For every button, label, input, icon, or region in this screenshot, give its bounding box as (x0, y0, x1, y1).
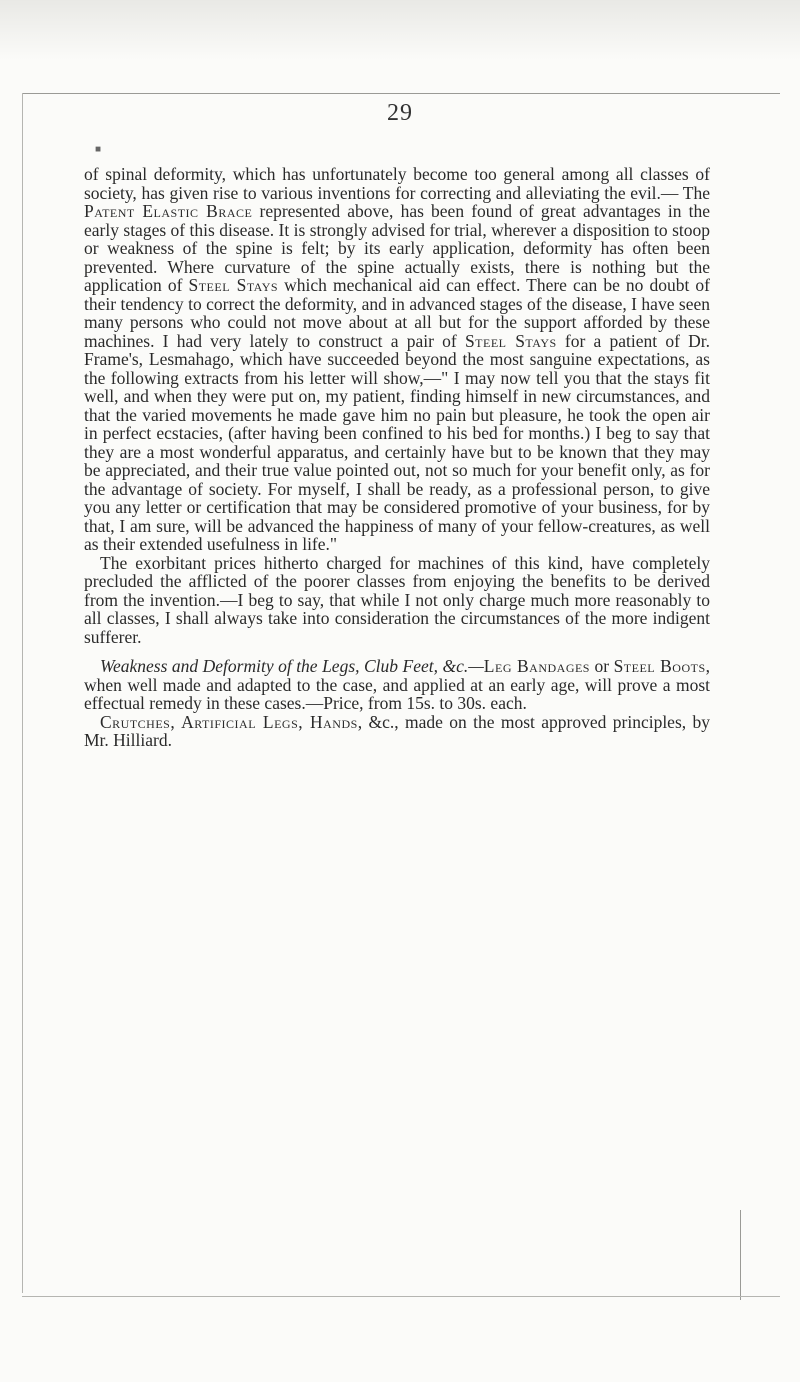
text-run: of spinal deformity, which has unfortunately become too general among all classes of society, has given rise to various inventions for correcting and alleviating the evil.— The (84, 164, 710, 203)
right-border-line (740, 1210, 741, 1300)
page-number: 29 (387, 100, 413, 126)
legs-heading: Weakness and Deformity of the Legs, Club Feet, &c.— (100, 656, 484, 676)
paragraph-prices: The exorbitant prices hitherto charged for machines of this kind, have completely precluded the afflicted of the poorer classes from enjoying the benefits to be derived from the invention.—I beg to say, that while I not only charge much more reasonably to all classes, I shall always take into consideration the circumstances of the more indigent sufferer. (84, 552, 710, 647)
top-border-line (22, 93, 780, 94)
bottom-border-line (22, 1296, 780, 1297)
text-run: , when well made and adapted to the case, and applied at an early age, will prove a most effectual remedy in these cases.—Price, from 15s. to 30s. each. (84, 656, 710, 713)
text-run: , &c., made on the most approved principles, by Mr. Hilliard. (84, 711, 710, 750)
page-body (84, 165, 710, 750)
steel-stays-term: Steel Stays (188, 275, 279, 295)
page-top-shading (0, 0, 800, 60)
text-run: or (589, 656, 614, 676)
patent-elastic-brace-term: Patent Elastic Brace (84, 201, 253, 221)
text-run: for a patient of Dr. Frame's, Lesmahago, which have succeeded beyond the most sanguine expectations, as the following extracts from his letter will show,—" I may now tell you that the stays fit well, and when they were put on, my patient, finding himself in new circumstances, and that the varied movements he made gave him no pain but pleasure, he took the open air in perfect ecstacies, (after having been confined to his bed for months.) I beg to say that they are a most wonderful apparatus, and certainly have but to be known that they may be appreciated, and their true value pointed out, not so much for your benefit only, as for the advantage of society. For myself, I shall be ready, as a professional person, to give you any letter or certification that may be considered promotive of your business, for by that, I am sure, will be advanced the happiness of many of your fellow-creatures, as well as their extended usefulness in life." (84, 330, 711, 554)
steel-boots-term: Steel Boots (613, 656, 706, 676)
leg-bandages-term: Leg Bandages (483, 656, 590, 676)
text-run: represented above, has been found of great advantages in the early stages of this disease. It is strongly advised for trial, wherever a disposition to stoop or weakness of the spine is felt; by its early application, deformity has often been prevented. Where curvature of the spine actually exists, there is nothing but the application of (84, 201, 710, 295)
paragraph-spinal-deformity (84, 165, 710, 554)
text-run: which mechanical aid can effect. There can be no doubt of their tendency to correct the deformity, and in advanced stages of the disease, I have seen many persons who could not move about at all but for the support afforded by these machines. I had very lately to construct a pair of (84, 275, 711, 351)
steel-stays-term: Steel Stays (464, 330, 557, 351)
paragraph-legs (84, 657, 710, 713)
left-border-line (22, 93, 23, 1293)
page-marker: ■ (95, 144, 102, 155)
paragraph-crutches (84, 713, 710, 750)
crutches-term: Crutches, Artificial Legs, Hands (100, 711, 358, 732)
